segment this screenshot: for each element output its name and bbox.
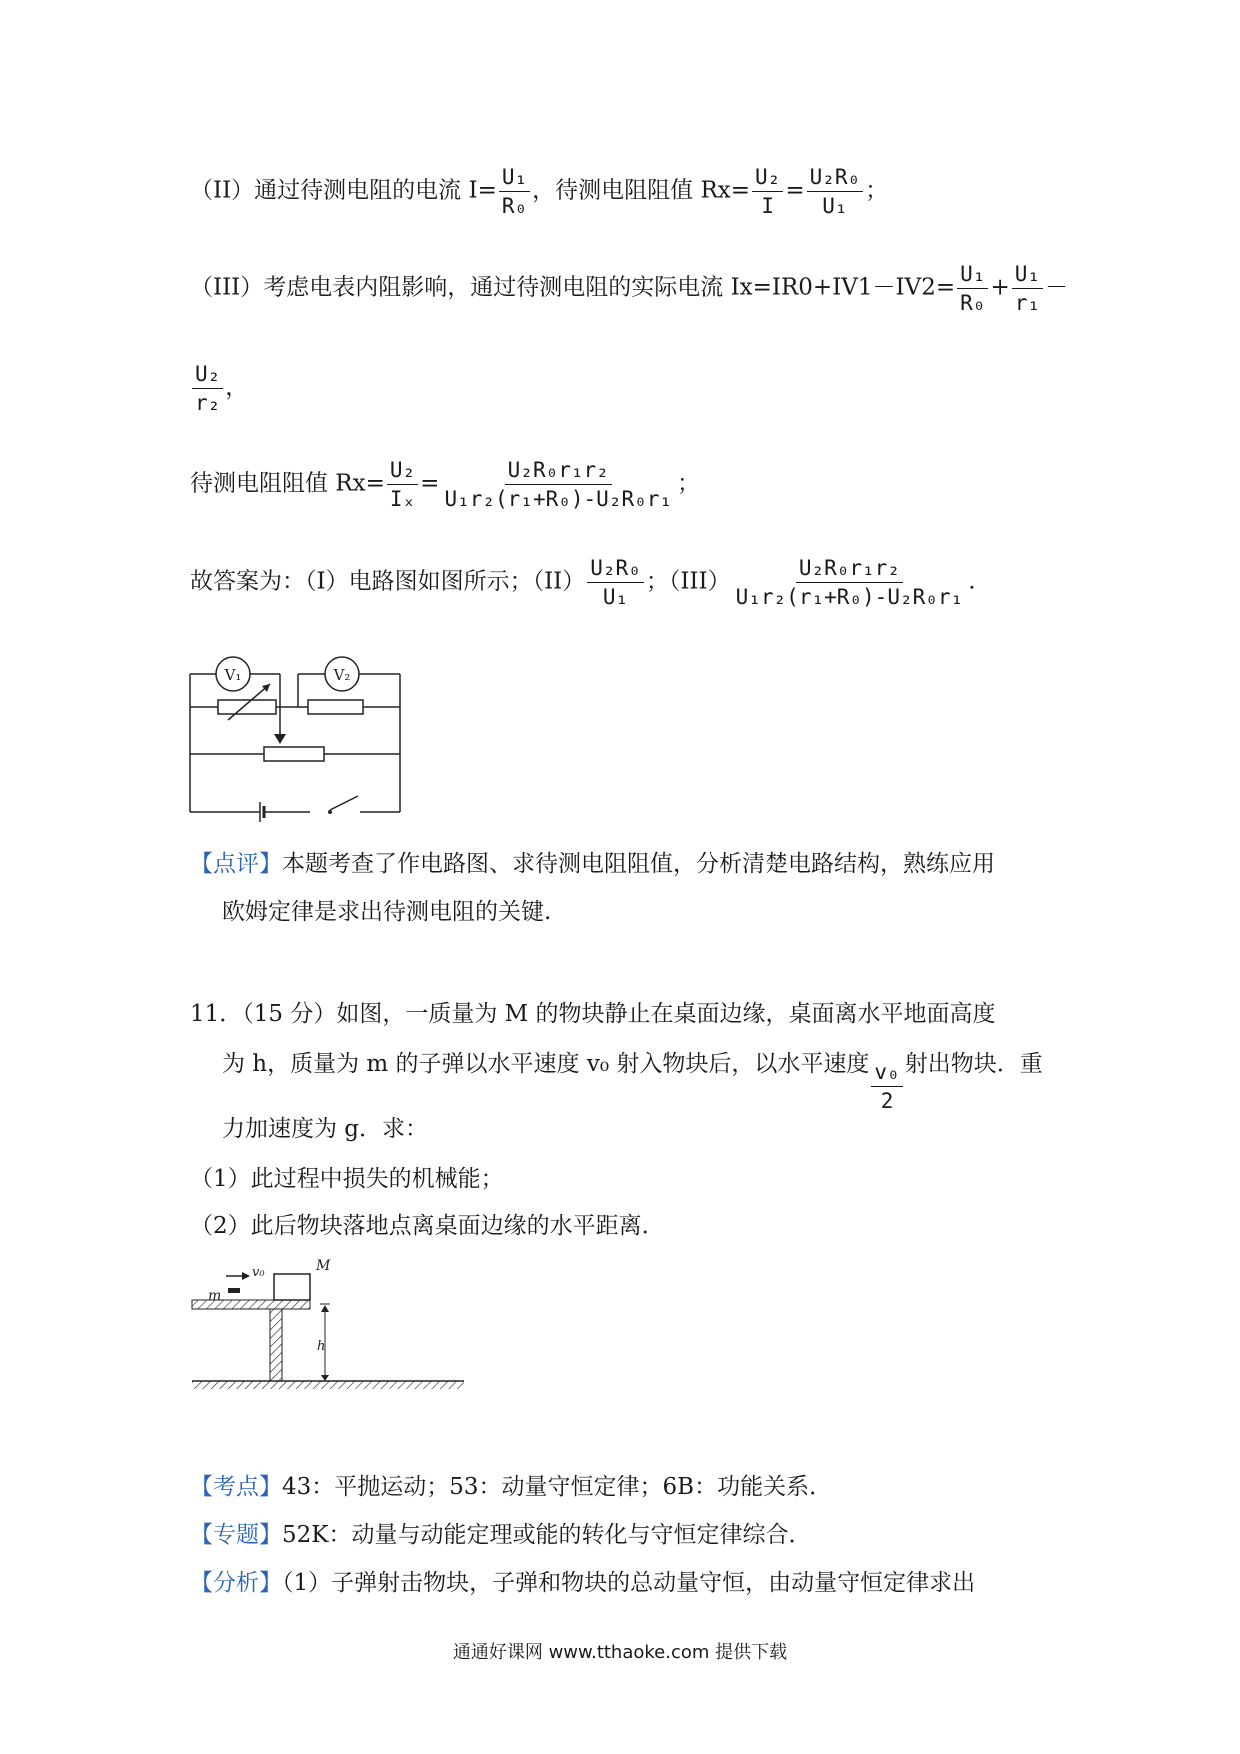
comment-line-1: 【点评】本题考查了作电路图、求待测电阻阻值，分析清楚电路结构，熟练应用: [190, 851, 995, 877]
q11-line-2: 为 h，质量为 m 的子弹以水平速度 v₀ 射入物块后，以水平速度 $\frac{\text{v₀}}{2}$ 射出物块．重: [222, 1051, 1043, 1114]
v0-half-fraction: $\frac{\text{v₀}}{2}$: [871, 1060, 902, 1113]
fenxi-line: 【分析】（1）子弹射击物块，子弹和物块的总动量守恒，由动量守恒定律求出: [190, 1570, 976, 1596]
frac-rx-final: $\frac{\text{U₂R₀r₁r₂}}{\text{U₁r₂(r₁+R₀)-U₂R₀r₁}}$: [444, 458, 673, 512]
answer-frac-3: $\frac{\text{U₂R₀r₁r₂}}{\text{U₁r₂(r₁+R₀)-U₂R₀r₁}}$: [735, 556, 964, 610]
comment-line-2: 欧姆定律是求出待测电阻的关键.: [222, 899, 552, 925]
footer-text: 通通好课网 www.tthaoke.com 提供下载: [452, 1642, 788, 1663]
zhuanti-line: 【专题】52K：动量与动能定理或能的转化与守恒定律综合．: [190, 1522, 812, 1548]
q11-line-1: 11．（15 分）如图，一质量为 M 的物块静止在桌面边缘，桌面离水平地面高度: [190, 1001, 996, 1027]
circuit-diagram: [180, 652, 410, 822]
h-label: h: [317, 1339, 326, 1354]
v1-label: V₁: [224, 666, 242, 684]
v0-label: v₀: [252, 1265, 265, 1280]
q11-sub-2: （2）此后物块落地点离桌面边缘的水平距离．: [190, 1213, 665, 1239]
kaodian-tag: 【考点】: [190, 1474, 282, 1500]
zhuanti-tag: 【专题】: [190, 1522, 282, 1548]
answer-frac-2: $\frac{\text{U₂R₀}}{\text{U₁}}$: [587, 556, 644, 609]
q11-sub-1: （1）此过程中损失的机械能；: [190, 1166, 504, 1192]
table-block-figure: [180, 1250, 470, 1400]
fenxi-tag: 【分析】: [190, 1570, 282, 1596]
part3-continued: $\frac{\text{U₂}}{\text{r₂}}$ ，: [190, 362, 248, 415]
rx-final-line: 待测电阻阻值 Rx= $\frac{\text{U₂}}{\text{Iₓ}}$ = $\frac{\text{U₂R₀r₁r₂}}{\text{U₁r₂(r₁+R₀)-U₂R₀r₁}}$ ；: [190, 458, 701, 512]
frac-u1-r0: $\frac{\text{U₁}}{\text{R₀}}$: [957, 262, 988, 315]
rx-fraction-1: $\frac{\text{U₂}}{I}$: [752, 165, 783, 218]
current-fraction: $\frac{\text{U₁}}{\text{R₀}}$: [499, 165, 530, 218]
frac-u2-r2: $\frac{\text{U₂}}{\text{r₂}}$: [192, 362, 223, 415]
answer-line: 故答案为：（I）电路图如图所示；（II） $\frac{\text{U₂R₀}}{\text{U₁}}$ ；（III） $\frac{\text{U₂R₀r₁r₂}}{\text{U₁r₂(r₁+R₀)-U₂R₀r₁}}$ .: [190, 556, 976, 610]
frac-u2-ix: $\frac{\text{U₂}}{\text{Iₓ}}$: [387, 458, 418, 511]
q11-line-3: 力加速度为 g．求：: [222, 1116, 429, 1142]
M-label: M: [316, 1258, 331, 1274]
frac-u1-r1: $\frac{\text{U₁}}{\text{r₁}}$: [1012, 262, 1043, 315]
kaodian-line: 【考点】43：平抛运动；53：动量守恒定律；6B：功能关系．: [190, 1474, 833, 1500]
m-label: m: [208, 1288, 222, 1304]
v2-label: V₂: [333, 666, 351, 684]
comment-tag: 【点评】: [190, 851, 282, 877]
rx-fraction-2: $\frac{\text{U₂R₀}}{\text{U₁}}$: [807, 165, 864, 218]
part3-line: （III）考虑电表内阻影响，通过待测电阻的实际电流 Ix=IR0+IV1－IV2= $\frac{\text{U₁}}{\text{R₀}}$ + $\frac{\text{U₁}}{\text{r₁}}$ －: [190, 262, 1069, 316]
part2-line: （II）通过待测电阻的电流 I= $\frac{\text{U₁}}{\text{R₀}}$ ，待测电阻阻值 Rx= $\frac{\text{U₂}}{I}$ = $\frac{\text{U₂R₀}}{\text{U₁}}$ ；: [190, 165, 889, 219]
